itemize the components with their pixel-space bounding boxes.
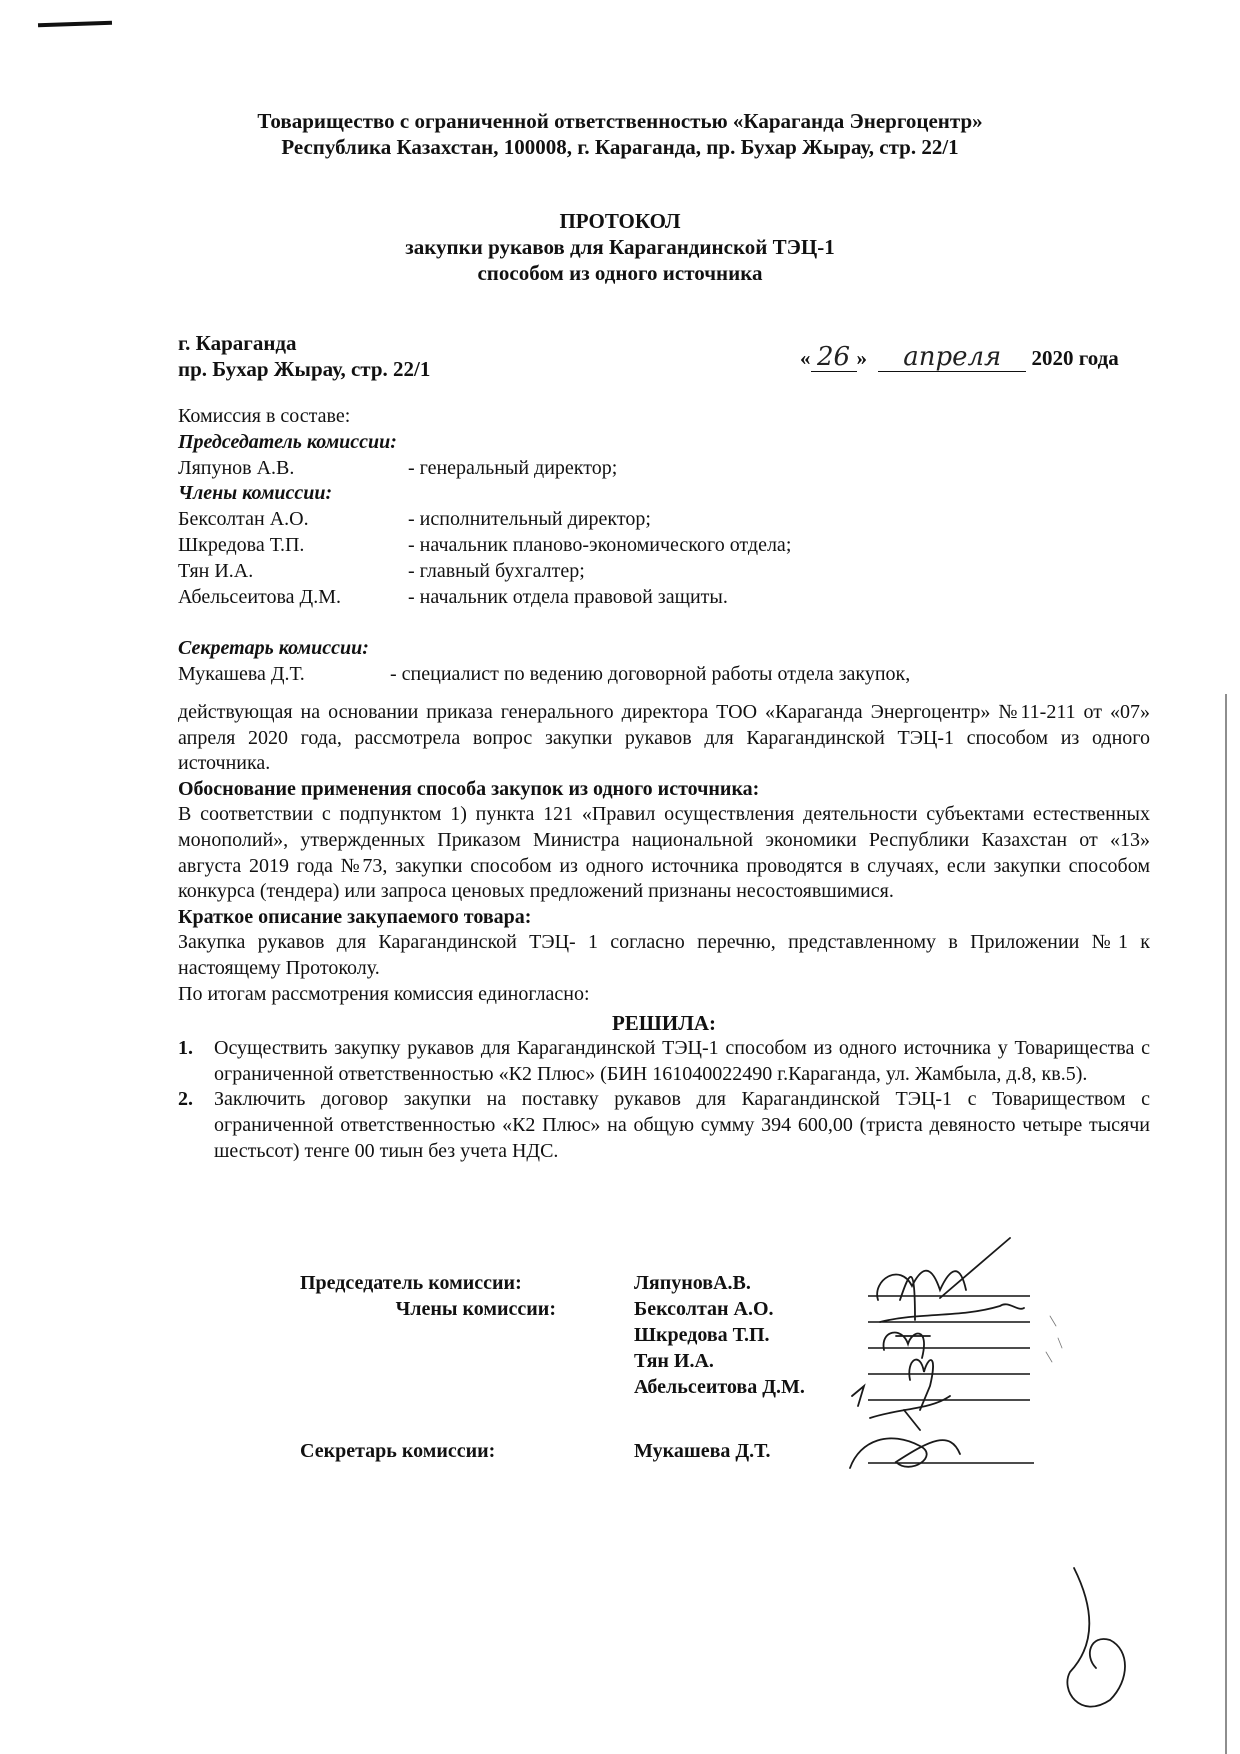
secretary-heading: Секретарь комиссии: xyxy=(178,637,369,660)
signature-member-name: Тян И.А. xyxy=(634,1350,714,1372)
member-role: - начальник отдела правовой защиты. xyxy=(408,585,728,608)
signature-secretary xyxy=(850,1410,960,1468)
signature-secretary-label: Секретарь комиссии: xyxy=(300,1440,496,1462)
protocol-body xyxy=(178,700,1150,1164)
member-name: Бексолтан А.О. xyxy=(178,508,309,531)
signature-members-label: Члены комиссии: xyxy=(395,1298,556,1320)
decision-list xyxy=(178,1036,1150,1164)
organization-address: Республика Казахстан, 100008, г. Караганда, пр. Бухар Жырау, стр. 22/1 xyxy=(281,135,959,159)
document-date xyxy=(800,344,1152,372)
signature-chair-name: ЛяпуновА.В. xyxy=(634,1272,751,1294)
body-paragraph-justification: В соответствии с подпунктом 1) пункта 121 «Правил осуществления деятельности субъектами естественных монополий», утвержденных Приказом Министра национальной экономики Республики Казахстан от «13» августа 2019 года №73, закупки способом из одного источника проводятся в случаях, если закупки способом конкурса (тендера) или запроса ценовых предложений признаны несостоявшимися. xyxy=(178,803,1150,903)
decision-heading: РЕШИЛА: xyxy=(611,1011,717,1036)
member-role: - исполнительный директор; xyxy=(408,508,651,531)
signature-secretary-name: Мукашева Д.Т. xyxy=(634,1440,771,1462)
signature-chair-label: Председатель комиссии: xyxy=(300,1272,522,1294)
member-row xyxy=(178,533,1158,559)
decision-item-text: Осуществить закупку рукавов для Карагандинской ТЭЦ-1 способом из одного источника у Товарищества с ограниченной ответственностью «К2 Плюс» (БИН 161040022490 г.Караганда, ул. Жамбыла, д.8, кв.5). xyxy=(214,1037,1150,1085)
decision-item xyxy=(178,1036,1150,1087)
signature-block xyxy=(300,1270,805,1464)
signature-member-name: Бексолтан А.О. xyxy=(634,1298,774,1320)
scan-mark xyxy=(38,21,112,28)
justification-heading: Обоснование применения способа закупок из одного источника: xyxy=(178,777,760,800)
member-name: Шкредова Т.П. xyxy=(178,533,305,556)
place-block xyxy=(178,330,430,382)
signature-chair xyxy=(877,1238,1010,1300)
signature-member-1 xyxy=(880,1277,1024,1322)
member-row xyxy=(178,559,1158,585)
secretary-row xyxy=(178,662,1158,688)
decision-item-number: 2. xyxy=(178,1088,193,1111)
title-subject: закупки рукавов для Карагандинской ТЭЦ-1 xyxy=(405,235,835,259)
body-paragraph-goods: Закупка рукавов для Карагандинской ТЭЦ- 1 согласно перечню, представленному в Приложении №1 к настоящему Протоколу. xyxy=(178,931,1150,979)
commission-composition xyxy=(178,404,1158,688)
member-row xyxy=(178,507,1158,533)
chair-row xyxy=(178,456,1158,482)
organization-header xyxy=(0,108,1240,160)
decision-item xyxy=(178,1087,1150,1164)
member-row xyxy=(178,585,1158,611)
signature-member-name: Абельсеитова Д.М. xyxy=(634,1376,805,1398)
date-month-handwritten: апреля xyxy=(903,342,1002,372)
date-day-handwritten: 26 xyxy=(816,342,851,372)
member-name: Абельсеитова Д.М. xyxy=(178,585,341,608)
member-name: Тян И.А. xyxy=(178,559,254,582)
member-role: - главный бухгалтер; xyxy=(408,559,585,582)
secretary-name: Мукашева Д.Т. xyxy=(178,662,305,685)
date-close-quote: » xyxy=(856,346,867,370)
organization-name: Товарищество с ограниченной ответственностью «Караганда Энергоцентр» xyxy=(257,109,983,133)
date-year: 2020 года xyxy=(1031,346,1119,370)
signature-member-name: Шкредова Т.П. xyxy=(634,1324,770,1346)
signature-member-3 xyxy=(909,1360,933,1410)
title-main: ПРОТОКОЛ xyxy=(559,209,681,233)
decision-item-text: Заключить договор закупки на поставку рукавов для Карагандинской ТЭЦ-1 с Товариществом с ограниченной ответственностью «К2 Плюс» на общую сумму 394 600,00 (триста девяносто четыре тысячи шестьсот) тенге 00 тиын без учета НДС. xyxy=(214,1088,1150,1162)
place-city: г. Караганда xyxy=(178,331,297,355)
faint-mark xyxy=(1046,1316,1062,1362)
place-address: пр. Бухар Жырау, стр. 22/1 xyxy=(178,357,431,381)
chair-role: - генеральный директор; xyxy=(408,456,618,479)
signature-member-4 xyxy=(852,1386,950,1418)
document-title xyxy=(0,208,1240,286)
chair-name: Ляпунов А.В. xyxy=(178,456,295,479)
members-heading: Члены комиссии: xyxy=(178,482,333,505)
body-paragraph-result: По итогам рассмотрения комиссия единогласно: xyxy=(178,982,590,1005)
signature-member-2 xyxy=(884,1333,930,1358)
secretary-role: - специалист по ведению договорной работы отдела закупок, xyxy=(390,662,911,685)
goods-description-heading: Краткое описание закупаемого товара: xyxy=(178,905,532,928)
title-method: способом из одного источника xyxy=(477,261,763,285)
decision-item-number: 1. xyxy=(178,1037,193,1060)
commission-intro: Комиссия в составе: xyxy=(178,405,351,427)
body-paragraph-basis: действующая на основании приказа генерального директора ТОО «Караганда Энергоцентр» №11-211 от «07» апреля 2020 года, рассмотрела вопрос закупки рукавов для Карагандинской ТЭЦ-1 способом из одного источника. xyxy=(178,701,1150,775)
date-open-quote: « xyxy=(800,346,811,370)
member-role: - начальник планово-экономического отдела; xyxy=(408,533,792,556)
initials-mark xyxy=(1067,1568,1125,1707)
chair-heading: Председатель комиссии: xyxy=(178,430,397,453)
